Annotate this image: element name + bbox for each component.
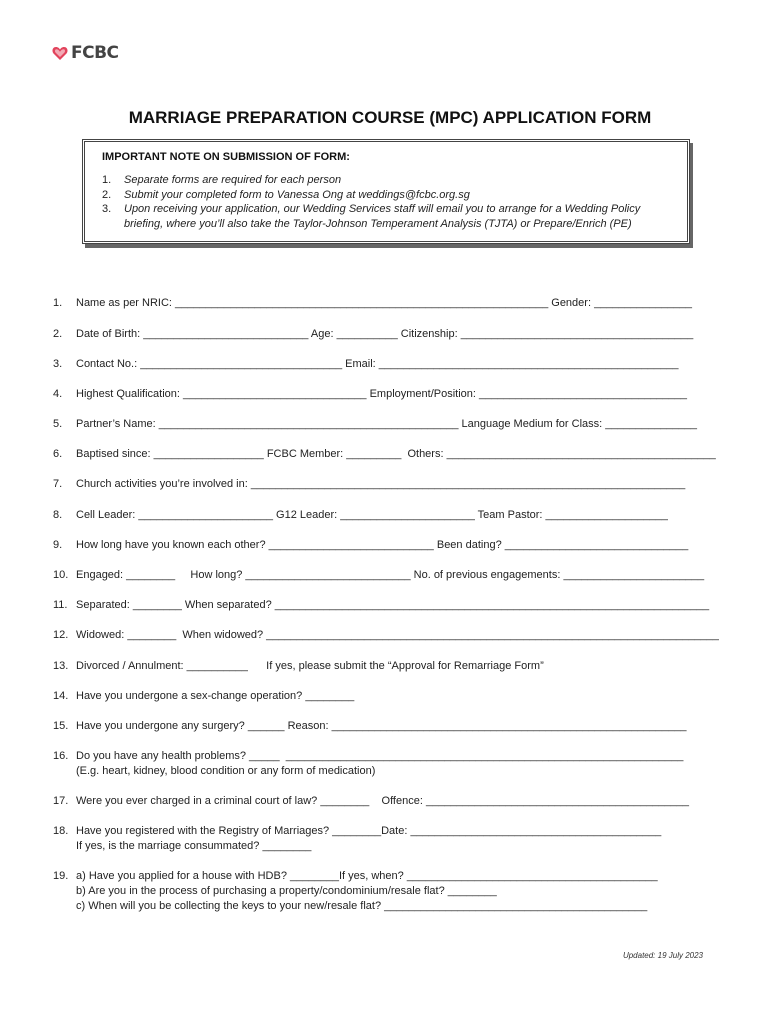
form-question (53, 447, 716, 462)
question-number: 8. (53, 509, 63, 521)
form-question (53, 749, 683, 779)
question-line[interactable]: Divorced / Annulment: __________ If yes, please submit the “Approval for Remarriage Form” (76, 660, 544, 672)
question-number: 15. (53, 720, 69, 732)
question-line[interactable]: Church activities you’re involved in: _______________________________________________________________________ (76, 478, 686, 490)
form-question (53, 689, 354, 704)
question-line[interactable]: Highest Qualification: ______________________________ Employment/Position: __________________________________ (76, 388, 688, 400)
question-line[interactable]: Separated: ________ When separated? _______________________________________________________________________ (76, 599, 710, 611)
question-line[interactable]: Have you registered with the Registry of Marriages? ________Date: _________________________________________ (76, 825, 662, 837)
notice-item-number: 3. (102, 203, 112, 215)
notice-item (102, 173, 671, 188)
form-question (53, 477, 685, 492)
notice-item (102, 188, 671, 203)
important-note-box (82, 139, 690, 244)
notice-item (102, 202, 671, 217)
question-number: 6. (53, 448, 63, 460)
question-line[interactable]: Partner’s Name: _________________________________________________ Language Medium for Class: _______________ (76, 418, 698, 430)
notice-item-text: Submit your completed form to Vanessa Ong at weddings@fcbc.org.sg (124, 188, 470, 201)
question-number: 10. (53, 569, 69, 581)
notice-item-number: 2. (102, 188, 112, 201)
notice-item-number (102, 217, 124, 232)
question-number: 2. (53, 328, 63, 340)
question-number: 9. (53, 539, 63, 551)
question-number: 4. (53, 388, 63, 400)
form-question (53, 794, 689, 809)
question-line[interactable]: Were you ever charged in a criminal court of law? ________ Offence: ___________________________________________ (76, 795, 690, 807)
question-number: 14. (53, 690, 69, 702)
question-line[interactable]: Cell Leader: ______________________ G12 Leader: ______________________ Team Pastor: ____________________ (76, 509, 668, 521)
form-question (53, 824, 661, 854)
question-line[interactable]: b) Are you in the process of purchasing a property/condominium/resale flat? ________ (76, 885, 497, 897)
form-question (53, 869, 658, 914)
logo-text: FCBC (71, 43, 119, 63)
page-title: MARRIAGE PREPARATION COURSE (MPC) APPLICATION FORM (128, 108, 652, 127)
question-number: 3. (53, 358, 63, 370)
question-number: 12. (53, 629, 69, 641)
question-line[interactable]: Contact No.: _________________________________ Email: _________________________________________________ (76, 358, 679, 370)
form-question (53, 568, 704, 583)
question-number: 7. (53, 478, 63, 490)
notice-item (102, 217, 671, 232)
form-question (53, 719, 686, 734)
form-question (53, 357, 679, 372)
question-line[interactable]: (E.g. heart, kidney, blood condition or any form of medication) (76, 765, 376, 777)
question-line[interactable]: Have you undergone a sex-change operation? ________ (76, 690, 355, 702)
form-question (53, 598, 709, 613)
question-line[interactable]: Baptised since: __________________ FCBC Member: _________ Others: ____________________________________________ (76, 448, 716, 460)
form-question (53, 659, 544, 674)
question-line[interactable]: Widowed: ________ When widowed? __________________________________________________________________________ (76, 629, 719, 641)
form-question (53, 508, 668, 523)
question-number: 13. (53, 660, 69, 672)
form-question (53, 538, 688, 553)
form-question (53, 327, 693, 342)
question-number: 1. (53, 297, 63, 309)
question-line[interactable]: Have you undergone any surgery? ______ Reason: __________________________________________________________ (76, 720, 687, 732)
question-line[interactable]: Do you have any health problems? _____ _________________________________________________________________ (76, 750, 684, 762)
heart-logo-icon (52, 46, 68, 61)
fcbc-logo (52, 42, 119, 64)
question-line[interactable]: c) When will you be collecting the keys to your new/resale flat? ___________________________________________ (76, 900, 648, 912)
question-line[interactable]: Name as per NRIC: _____________________________________________________________ Gender: ________________ (76, 297, 692, 309)
notice-list (102, 173, 671, 231)
form-question (53, 417, 697, 432)
form-question (53, 628, 719, 643)
form-question (53, 387, 687, 402)
notice-item-text: Upon receiving your application, our Wedding Services staff will email you to arrange for a Wedding Policy (124, 203, 641, 215)
notice-item-number: 1. (102, 174, 112, 186)
question-line[interactable]: Date of Birth: ___________________________ Age: __________ Citizenship: ______________________________________ (76, 328, 694, 340)
question-number: 5. (53, 418, 63, 430)
question-number: 18. (53, 825, 69, 837)
question-line[interactable]: How long have you known each other? ___________________________ Been dating? ______________________________ (76, 539, 689, 551)
question-line[interactable]: a) Have you applied for a house with HDB? ________If yes, when? _________________________________________ (76, 870, 658, 882)
notice-heading: IMPORTANT NOTE ON SUBMISSION OF FORM: (102, 151, 350, 163)
question-number: 16. (53, 750, 69, 762)
question-number: 17. (53, 795, 69, 807)
form-question (53, 296, 692, 311)
updated-date: Updated: 19 July 2023 (622, 951, 703, 960)
question-number: 19. (53, 870, 69, 882)
question-line[interactable]: Engaged: ________ How long? ___________________________ No. of previous engagements: _______________________ (76, 569, 705, 581)
notice-item-text: Separate forms are required for each person (124, 174, 342, 186)
notice-item-text: briefing, where you’ll also take the Taylor-Johnson Temperament Analysis (TJTA) or Prepare/Enrich (PE) (124, 217, 632, 230)
question-number: 11. (53, 599, 68, 611)
question-line[interactable]: If yes, is the marriage consummated? ________ (76, 840, 312, 852)
